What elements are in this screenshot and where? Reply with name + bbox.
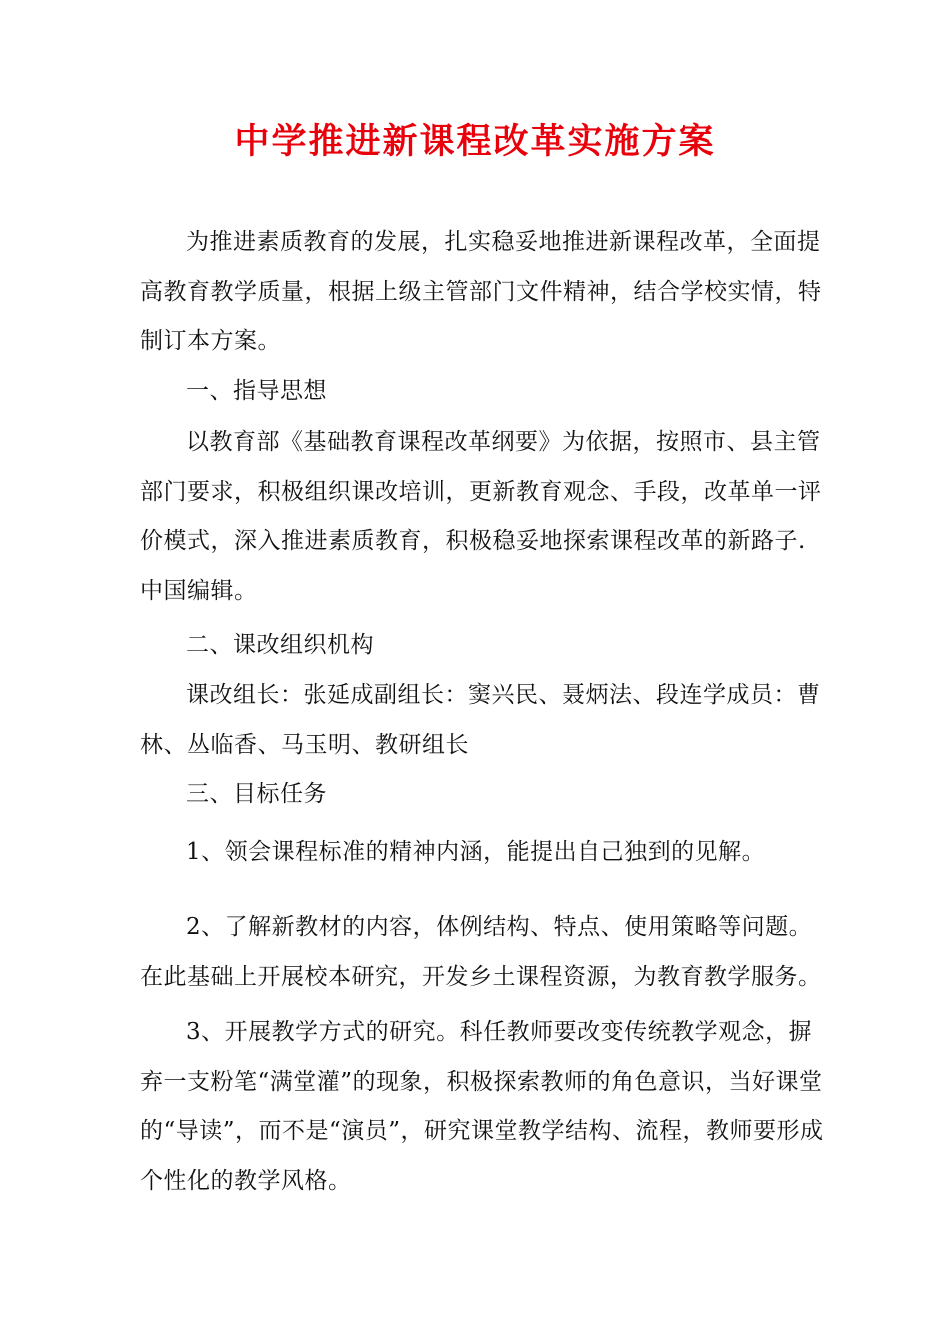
paragraph-line: 2、了解新教材的内容，体例结构、特点、使用策略等问题。 bbox=[186, 914, 813, 940]
document-title: 中学推进新课程改革实施方案 bbox=[234, 121, 716, 162]
paragraph-line: 1、领会课程标准的精神内涵，能提出自己独到的见解。 bbox=[186, 839, 766, 865]
objective-item-1 bbox=[140, 828, 820, 878]
paragraph-line: 弃一支粉笔“满堂灌”的现象，积极探索教师的角色意识，当好课堂 bbox=[140, 1068, 823, 1095]
section-heading: 三、目标任务 bbox=[186, 781, 327, 807]
paragraph-line: 课改组长：张延成副组长：窦兴民、聂炳法、段连学成员：曹 bbox=[186, 682, 821, 708]
paragraph-intro bbox=[140, 218, 820, 367]
paragraph-line: 价模式，深入推进素质教育，积极稳妥地探索课程改革的新路子. bbox=[140, 528, 806, 554]
section-heading: 二、课改组织机构 bbox=[186, 632, 374, 658]
paragraph-organization bbox=[140, 671, 820, 770]
paragraph-line: 以教育部《基础教育课程改革纲要》为依据，按照市、县主管 bbox=[186, 429, 821, 455]
section-heading-organization bbox=[140, 621, 820, 671]
paragraph-line: 的“导读”，而不是“演员”，研究课堂教学结构、流程，教师要形成 bbox=[140, 1118, 824, 1144]
paragraph-line: 高教育教学质量，根据上级主管部门文件精神，结合学校实情，特 bbox=[140, 278, 822, 305]
paragraph-line: 中国编辑。 bbox=[140, 577, 258, 604]
paragraph-line: 3、开展教学方式的研究。科任教师要改变传统教学观念，摒 bbox=[186, 1019, 813, 1045]
objective-item-2 bbox=[140, 903, 820, 1002]
section-heading-objectives bbox=[140, 770, 820, 820]
paragraph-line: 林、丛临香、马玉明、教研组长 bbox=[140, 731, 469, 758]
objective-item-3 bbox=[140, 1008, 824, 1206]
paragraph-guiding-ideology bbox=[140, 418, 820, 616]
paragraph-line: 在此基础上开展校本研究，开发乡土课程资源，为教育教学服务。 bbox=[140, 963, 822, 990]
paragraph-line: 部门要求，积极组织课改培训，更新教育观念、手段，改革单一评 bbox=[140, 478, 822, 505]
section-heading-guiding-ideology bbox=[140, 367, 820, 417]
paragraph-line: 个性化的教学风格。 bbox=[140, 1167, 352, 1194]
paragraph-line: 为推进素质教育的发展，扎实稳妥地推进新课程改革，全面提 bbox=[186, 229, 821, 255]
paragraph-line: 制订本方案。 bbox=[140, 328, 281, 354]
section-heading: 一、指导思想 bbox=[186, 378, 327, 404]
